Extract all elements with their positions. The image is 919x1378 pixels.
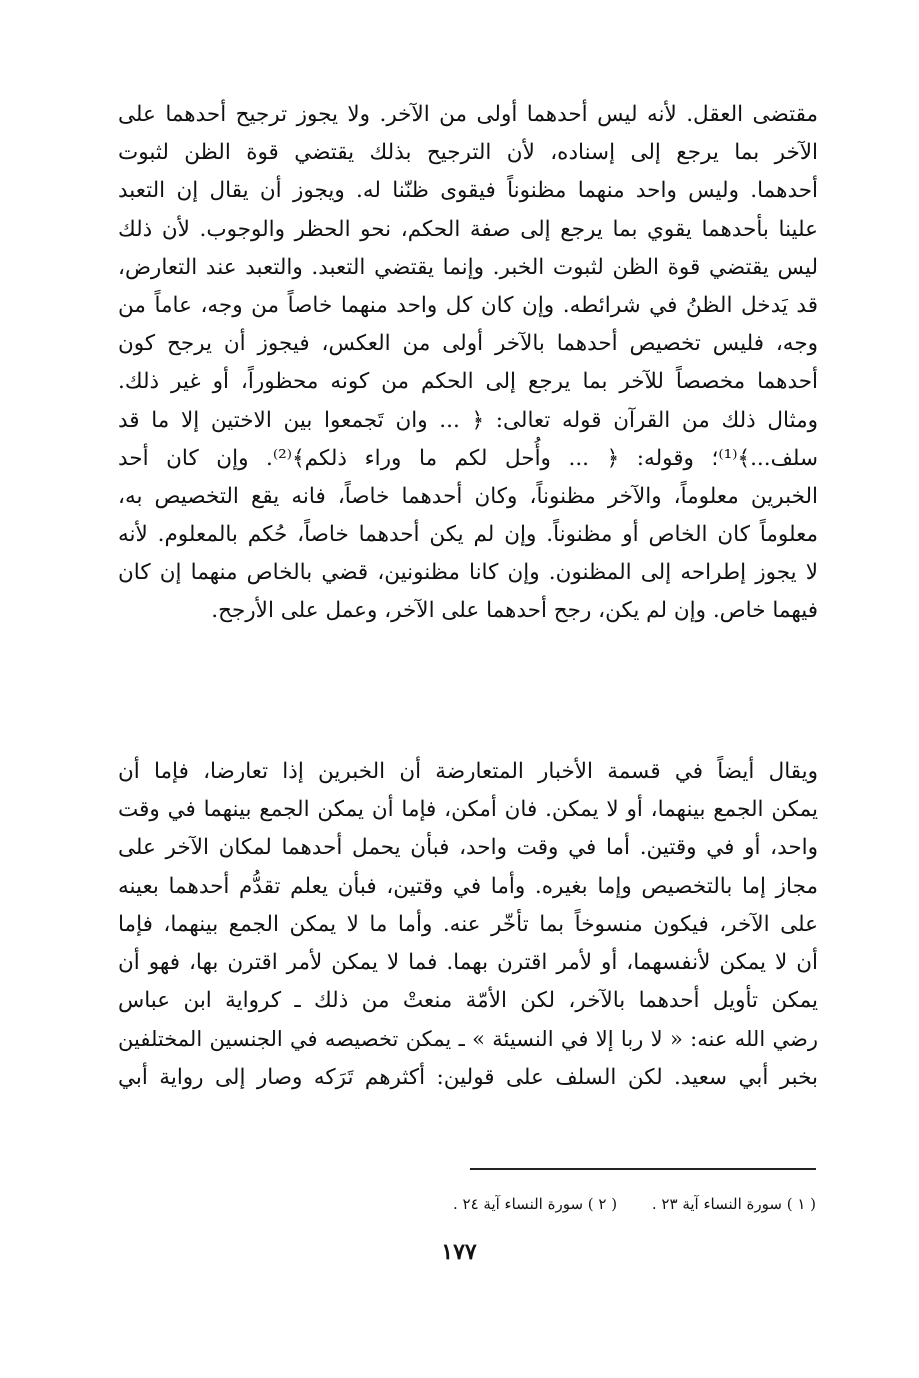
text-line: على الآخر، فيكون منسوخاً بما تأخّر عنه. وأما ما لا يمكن الجمع بينهما، فإما	[118, 911, 818, 937]
text-line: واحد، أو في وقتين. أما في وقت واحد، فبأن يحمل أحدهما لمكان الآخر على	[118, 835, 818, 861]
text-line: الخبرين معلوماً، والآخر مظنوناً، وكان أحدهما خاصاً، فانه يقع التخصيص به،	[118, 483, 818, 509]
footnote-2: ( ٢ ) سورة النساء آية ٢٤ .	[452, 1195, 618, 1213]
footnote-1: ( ١ ) سورة النساء آية ٢٣ .	[651, 1195, 816, 1213]
text-line: لا يجوز إطراحه إلى المظنون. وإن كانا مظنونين، قضي بالخاص منهما إن كان	[118, 560, 818, 586]
text-line: قد يَدخل الظنُ في شرائطه. وإن كان كل واحد منهما خاصاً من وجه، عاماً من	[118, 292, 818, 318]
text-line: سلف...﴾⁽¹⁾؛ وقوله: ﴿ ... وأُحل لكم ما وراء ذلكم﴾⁽²⁾. وإن كان أحد	[118, 445, 818, 471]
text-line: فيهما خاص. وإن لم يكن، رجح أحدهما على الآخر، وعمل على الأرجح.	[211, 598, 818, 624]
text-line: ومثال ذلك من القرآن قوله تعالى: ﴿ ... وان تَجمعوا بين الاختين إلا ما قد	[118, 407, 818, 433]
text-line: معلوماً كان الخاص أو مظنوناً. وإن لم يكن أحدهما خاصاً، حُكم بالمعلوم. لأنه	[118, 522, 818, 548]
text-line: وجه، فليس تخصيص أحدهما بالآخر أولى من العكس، فيجوز أن يرجح كون	[118, 331, 818, 357]
text-line: بخبر أبي سعيد. لكن السلف على قولين: أكثرهم تَرَكه وصار إلى رواية أبي	[118, 1064, 818, 1090]
text-line: مقتضى العقل. لأنه ليس أحدهما أولى من الآخر. ولا يجوز ترجيح أحدهما على	[118, 102, 818, 127]
text-line: يمكن تأويل أحدهما بالآخر، لكن الأمّة منعتْ من ذلك ـ كرواية ابن عباس	[118, 988, 818, 1014]
text-line: الآخر بما يرجع إلى إسناده، لأن الترجيح بذلك يقتضي قوة الظن لثبوت	[118, 140, 818, 166]
text-line: علينا بأحدهما يقوي بما يرجع إلى صفة الحكم، نحو الحظر والوجوب. لأن ذلك	[118, 216, 818, 242]
text-line: مجاز إما بالتخصيص وإما بغيره. وأما في وقتين، فبأن يعلم تقدُّم أحدهما بعينه	[118, 873, 818, 899]
text-line: أحدهما. وليس واحد منهما مظنوناً فيقوى ظنّنا له. ويجوز أن يقال إن التعبد	[118, 178, 818, 204]
footnotes	[380, 1193, 816, 1215]
footnote-divider	[470, 1168, 816, 1170]
text-line: ويقال أيضاً في قسمة الأخبار المتعارضة أن الخبرين إذا تعارضا، فإما أن	[118, 759, 818, 784]
paragraph-1	[118, 96, 818, 631]
paragraph-2	[118, 753, 818, 1097]
text-line: رضي الله عنه: « لا ربا إلا في النسيئة » ـ يمكن تخصيصه في الجنسين المختلفين	[118, 1027, 818, 1052]
text-line: ليس يقتضي قوة الظن لثبوت الخبر. وإنما يقتضي التعبد. والتعبد عند التعارض،	[118, 254, 818, 280]
text-line: أن لا يمكن لأنفسهما، أو لأمر اقترن بهما. فما لا يمكن لأمر اقترن بها، فهو أن	[118, 949, 818, 975]
page-number: ١٧٧	[441, 1239, 477, 1265]
text-line: يمكن الجمع بينهما، أو لا يمكن. فان أمكن، فإما أن يمكن الجمع بينهما في وقت	[118, 797, 818, 823]
text-line: أحدهما مخصصاً للآخر بما يرجع إلى الحكم من كونه محظوراً، أو غير ذلك.	[118, 369, 818, 395]
